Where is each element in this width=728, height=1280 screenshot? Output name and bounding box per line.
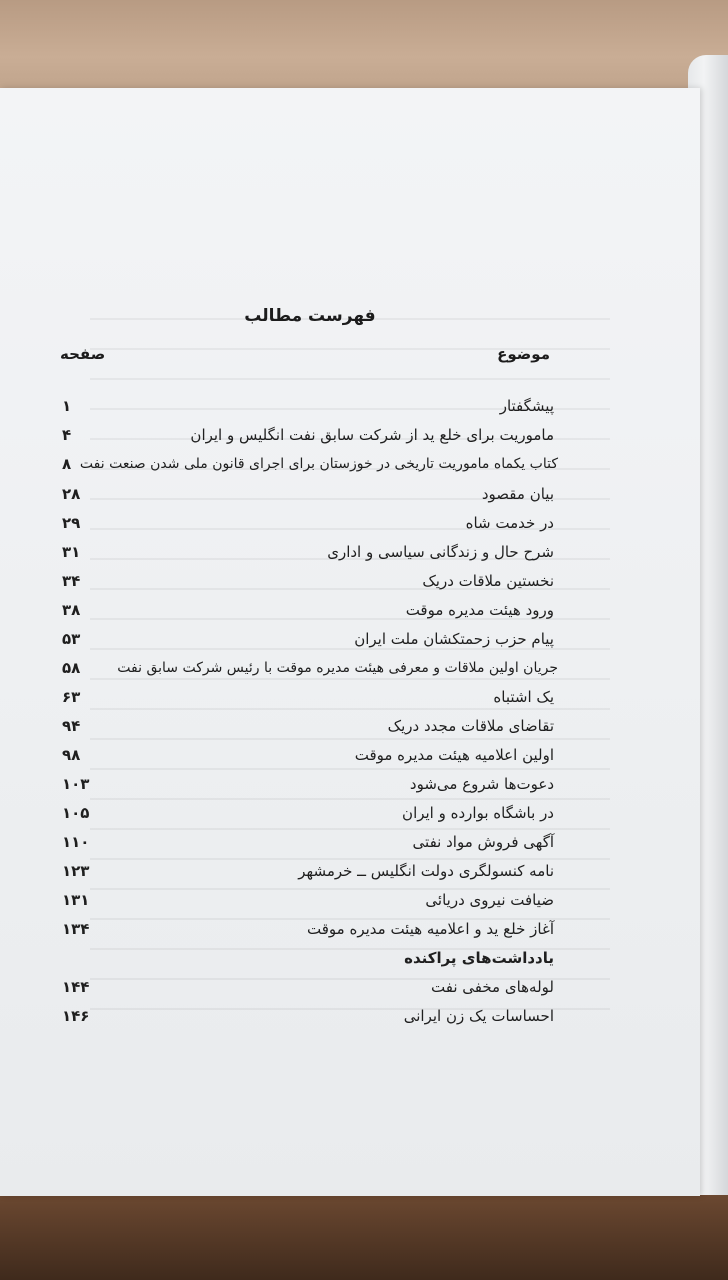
toc-entry-page: ۴ bbox=[62, 426, 72, 444]
toc-entry-page: ۵۳ bbox=[62, 630, 81, 648]
toc-row bbox=[0, 596, 728, 626]
toc-entry-title: ورود هیئت مدیره موقت bbox=[405, 601, 554, 619]
toc-row bbox=[0, 741, 728, 771]
toc-entry-page: ۳۴ bbox=[62, 572, 81, 590]
toc-row bbox=[0, 625, 728, 655]
toc-entry-page: ۱۲۳ bbox=[62, 862, 90, 880]
toc-row bbox=[0, 799, 728, 829]
toc-entry-page: ۱ bbox=[62, 397, 72, 415]
toc-entry-title: لوله‌های مخفی نفت bbox=[431, 978, 554, 996]
toc-entry-title: در باشگاه بوارده و ایران bbox=[402, 804, 554, 822]
section-heading-title: یادداشت‌های پراکنده bbox=[404, 949, 554, 967]
toc-section-heading bbox=[0, 944, 728, 974]
toc-row bbox=[0, 392, 728, 422]
toc-entry-page: ۳۸ bbox=[62, 601, 81, 619]
toc-entry-title: آغاز خلع ید و اعلامیه هیئت مدیره موقت bbox=[307, 920, 554, 938]
toc-entry-page: ۸ bbox=[62, 455, 72, 473]
toc-entry-page: ۱۴۴ bbox=[62, 978, 90, 996]
toc-row bbox=[0, 712, 728, 742]
toc-entry-title: پیشگفتار bbox=[499, 397, 554, 415]
toc-entry-page: ۱۴۶ bbox=[62, 1007, 90, 1025]
toc-entry-page: ۹۴ bbox=[62, 717, 81, 735]
toc-row bbox=[0, 1002, 728, 1032]
toc-entry-title: پیام حزب زحمتکشان ملت ایران bbox=[354, 630, 554, 648]
topic-column-header: موضوع bbox=[497, 345, 550, 363]
toc-entry-title: تقاضای ملاقات مجدد دریک bbox=[387, 717, 554, 735]
toc-row bbox=[0, 538, 728, 568]
toc-entry-title: یک اشتباه bbox=[493, 688, 554, 706]
toc-entry-title: آگهی فروش مواد نفتی bbox=[412, 833, 554, 851]
toc-entry-page: ۱۱۰ bbox=[62, 833, 90, 851]
toc-entry-title: دعوت‌ها شروع می‌شود bbox=[409, 775, 554, 793]
toc-row bbox=[0, 770, 728, 800]
toc-row bbox=[0, 828, 728, 858]
toc-row bbox=[0, 509, 728, 539]
toc-entry-title: در خدمت شاه bbox=[465, 514, 554, 532]
toc-entry-title: نامه کنسولگری دولت انگلیس ــ خرمشهر bbox=[298, 862, 554, 880]
toc-row bbox=[0, 886, 728, 916]
toc-row bbox=[0, 973, 728, 1003]
page-column-header: صفحه bbox=[60, 345, 106, 363]
toc-entry-title: اولین اعلامیه هیئت مدیره موقت bbox=[354, 746, 554, 764]
toc-entry-title: شرح حال و زندگانی سیاسی و اداری bbox=[327, 543, 554, 561]
toc-entry-title: احساسات یک زن ایرانی bbox=[403, 1007, 554, 1025]
toc-row bbox=[0, 915, 728, 945]
toc-entry-page: ۵۸ bbox=[62, 659, 81, 677]
toc-entry-page: ۱۳۴ bbox=[62, 920, 90, 938]
toc-entry-page: ۱۳۱ bbox=[62, 891, 90, 909]
toc-entry-title: نخستین ملاقات دریک bbox=[422, 572, 554, 590]
toc-entry-page: ۲۸ bbox=[62, 485, 81, 503]
toc-entry-page: ۹۸ bbox=[62, 746, 81, 764]
toc-row bbox=[0, 683, 728, 713]
toc-entry-title: بیان مقصود bbox=[481, 485, 554, 503]
toc-entry-page: ۶۳ bbox=[62, 688, 81, 706]
toc-row bbox=[0, 654, 728, 684]
table-surface-bottom bbox=[0, 1190, 728, 1280]
toc-row bbox=[0, 480, 728, 510]
page-title: فهرست مطالب bbox=[244, 306, 376, 326]
table-surface-top bbox=[0, 0, 728, 95]
toc-entry-page: ۳۱ bbox=[62, 543, 81, 561]
toc-entry-page: ۲۹ bbox=[62, 514, 81, 532]
toc-entry-page: ۱۰۵ bbox=[62, 804, 90, 822]
toc-row bbox=[0, 450, 728, 480]
toc-entry-title: ضیافت نیروی دریائی bbox=[425, 891, 554, 909]
toc-row bbox=[0, 567, 728, 597]
toc-row bbox=[0, 421, 728, 451]
toc-row bbox=[0, 857, 728, 887]
toc-entry-title: کتاب یکماه ماموریت تاریخی در خوزستان برای اجرای قانون ملی شدن صنعت نفت bbox=[79, 456, 558, 472]
toc-entry-title: ماموریت برای خلع ید از شرکت سابق نفت انگلیس و ایران bbox=[190, 426, 554, 444]
toc-entry-page: ۱۰۳ bbox=[62, 775, 90, 793]
toc-entry-title: جریان اولین ملاقات و معرفی هیئت مدیره موقت با رئیس شرکت سابق نفت bbox=[117, 660, 558, 676]
